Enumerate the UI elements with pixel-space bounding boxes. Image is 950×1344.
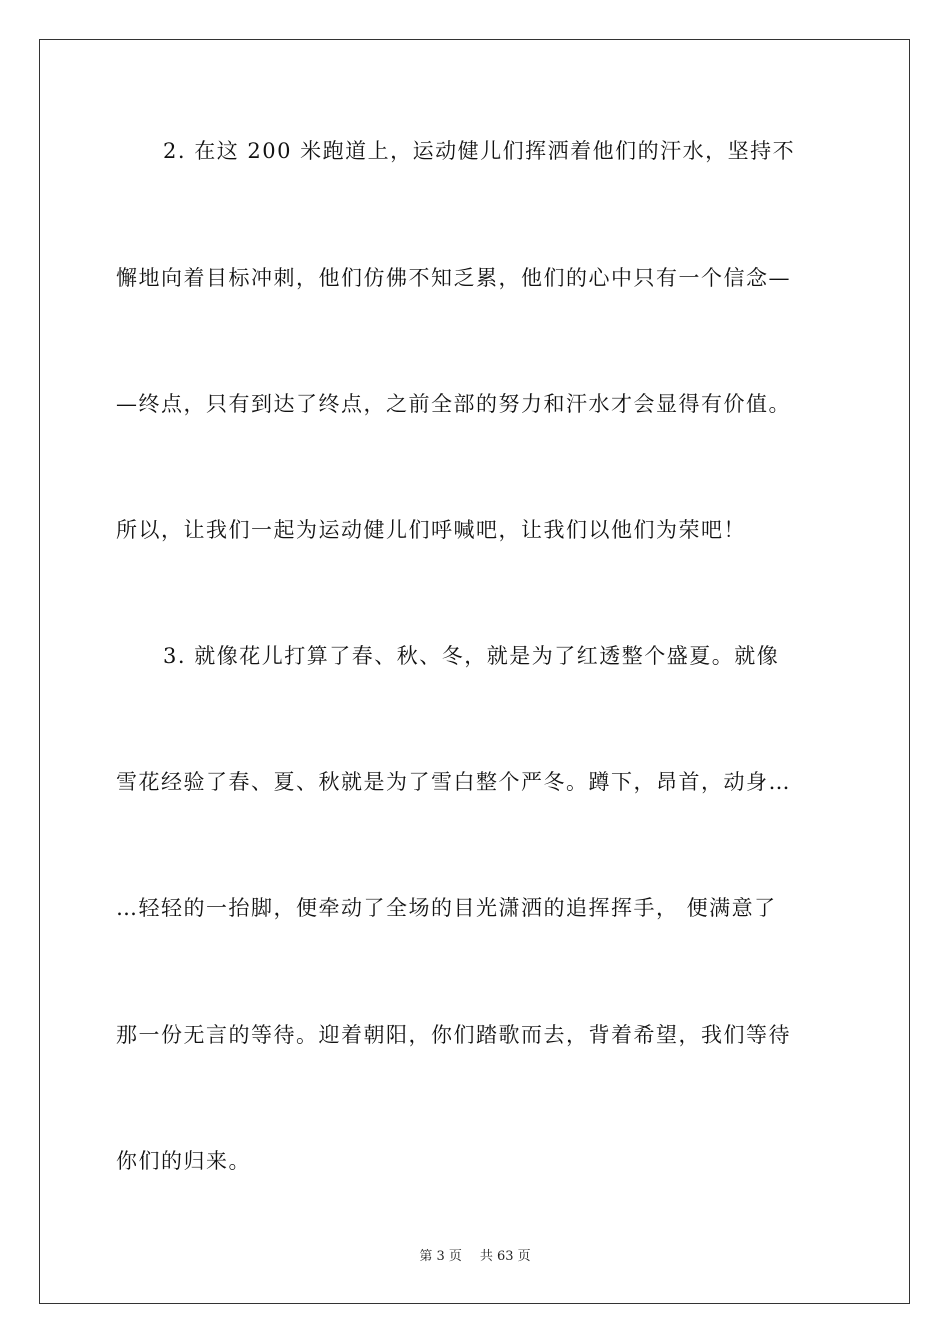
text-line: 那一份无言的等待。迎着朝阳，你们踏歌而去，背着希望，我们等待 (116, 1023, 791, 1047)
text-line: 懈地向着目标冲刺，他们仿佛不知乏累，他们的心中只有一个信念— (116, 266, 791, 290)
page-border (39, 39, 910, 1304)
page-number: 第 3 页 (419, 1249, 462, 1264)
text-line: 雪花经验了春、夏、秋就是为了雪白整个严冬。蹲下，昂首，动身… (116, 770, 791, 794)
text-line: 所以，让我们一起为运动健儿们呼喊吧，让我们以他们为荣吧！ (116, 518, 746, 542)
text-line: 3. 就像花儿打算了春、秋、冬，就是为了红透整个盛夏。就像 (163, 644, 780, 668)
text-line: 你们的归来。 (116, 1149, 251, 1173)
text-line: …轻轻的一抬脚，便牵动了全场的目光潇洒的追挥挥手， 便满意了 (116, 896, 777, 920)
page-total: 共 63 页 (479, 1249, 531, 1264)
page-footer (0, 1249, 950, 1265)
text-line: 2. 在这 200 米跑道上，运动健儿们挥洒着他们的汗水，坚持不 (163, 139, 796, 163)
text-line: —终点，只有到达了终点，之前全部的努力和汗水才会显得有价值。 (116, 392, 791, 416)
